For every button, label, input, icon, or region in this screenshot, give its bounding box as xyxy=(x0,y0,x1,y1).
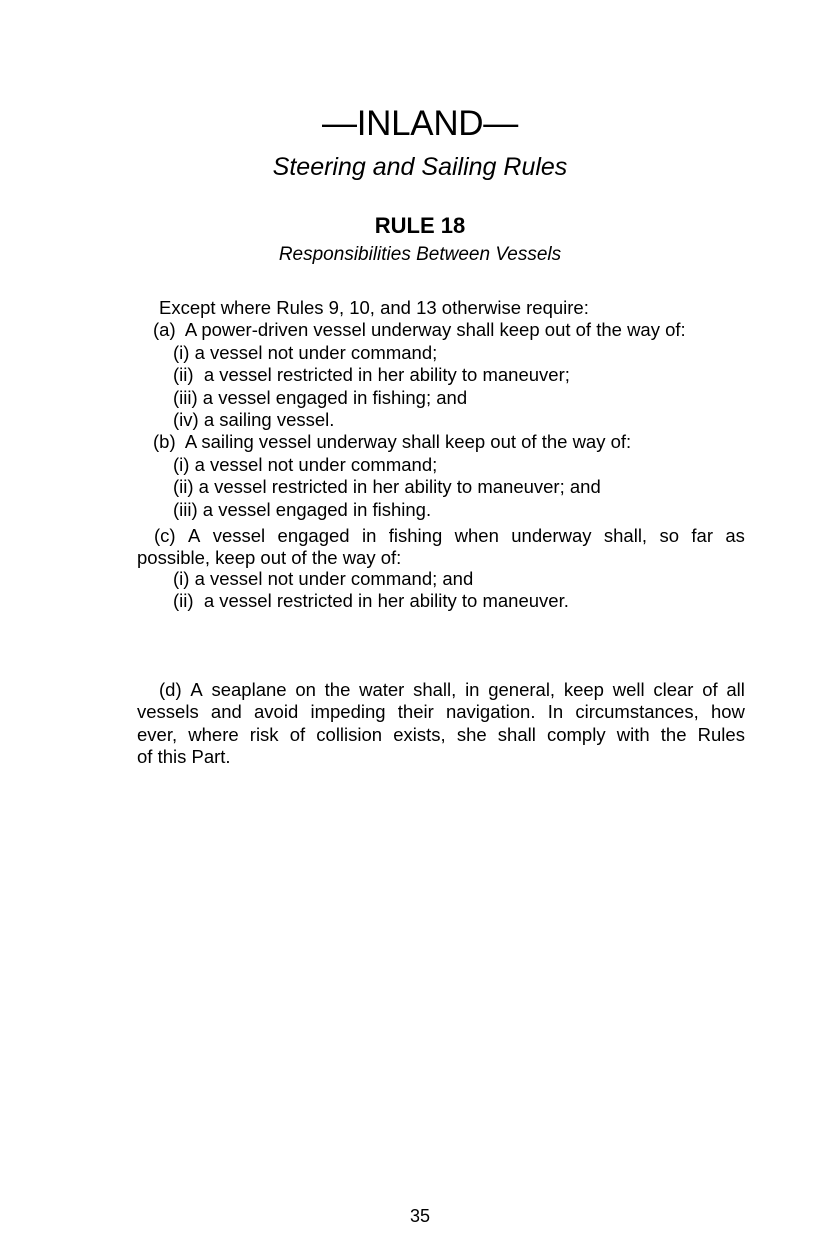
item-a: (a) A power-driven vessel underway shall keep out of the way of: xyxy=(153,319,686,341)
word: engaged xyxy=(277,525,350,546)
word: exists, xyxy=(393,723,446,745)
word: the xyxy=(324,679,351,700)
word: with xyxy=(616,723,650,745)
word: their xyxy=(397,701,434,723)
word: well xyxy=(612,679,645,700)
word: shall xyxy=(497,723,536,745)
document-subtitle: Steering and Sailing Rules xyxy=(272,153,568,181)
word: (c) xyxy=(154,525,176,546)
word: comply xyxy=(546,723,606,745)
word: water xyxy=(359,679,405,700)
word: as xyxy=(725,525,745,546)
word: risk xyxy=(249,723,279,745)
item-c-sublist xyxy=(137,568,745,613)
item-c-i: (i) a vessel not under command; and xyxy=(173,568,474,589)
word: in xyxy=(465,679,480,700)
item-d-line-4: of this Part. xyxy=(137,746,231,768)
word: seaplane xyxy=(211,679,287,700)
item-c-paragraph xyxy=(137,525,745,570)
word: of xyxy=(702,679,718,700)
item-a-i: (i) a vessel not under command; xyxy=(173,341,438,363)
word: the xyxy=(660,723,687,745)
page-number: 35 xyxy=(409,1206,431,1226)
word: clear xyxy=(653,679,694,700)
word: vessels xyxy=(137,701,199,723)
word: in xyxy=(361,525,377,546)
rule-body-top xyxy=(137,297,745,521)
item-b-ii: (ii) a vessel restricted in her ability to maneuver; and xyxy=(173,476,601,498)
word: when xyxy=(454,525,499,546)
word: fishing xyxy=(388,525,443,546)
rule-title: RULE 18 xyxy=(374,213,466,238)
item-c-ii: (ii) a vessel restricted in her ability to maneuver. xyxy=(173,590,569,612)
item-a-ii: (ii) a vessel restricted in her ability to maneuver; xyxy=(173,364,570,386)
word: she xyxy=(456,723,487,745)
word: shall, xyxy=(603,525,648,546)
word: (d) xyxy=(159,679,182,700)
word: A xyxy=(187,525,201,546)
word: vessel xyxy=(212,525,266,546)
word: circumstances, xyxy=(575,701,699,723)
item-b-iii: (iii) a vessel engaged in fishing. xyxy=(173,498,432,520)
word: collision xyxy=(316,723,383,745)
item-d-line-3 xyxy=(137,724,745,746)
word: Rules xyxy=(697,723,745,745)
document-title: —INLAND— xyxy=(322,104,518,143)
word: ever, xyxy=(137,723,178,745)
word: impeding xyxy=(310,701,386,723)
word: In xyxy=(547,701,564,723)
item-c-line-1 xyxy=(137,525,745,547)
word: shall, xyxy=(413,679,457,700)
item-a-iv: (iv) a sailing vessel. xyxy=(173,409,335,431)
word: of xyxy=(289,723,306,745)
item-b: (b) A sailing vessel underway shall keep out of the way of: xyxy=(153,431,632,453)
intro-line: Except where Rules 9, 10, and 13 otherwise require: xyxy=(159,297,589,318)
word: so xyxy=(659,525,680,546)
word: on xyxy=(295,679,316,700)
item-d-line-2 xyxy=(137,701,745,723)
item-d-line-1 xyxy=(137,679,745,701)
word: navigation. xyxy=(445,701,536,723)
item-b-i: (i) a vessel not under command; xyxy=(173,453,438,475)
word: keep xyxy=(563,679,604,700)
word: general, xyxy=(488,679,556,700)
word: underway xyxy=(511,525,592,546)
item-a-iii: (iii) a vessel engaged in fishing; and xyxy=(173,386,468,408)
item-c-line-2: possible, keep out of the way of: xyxy=(137,547,402,569)
item-d-paragraph xyxy=(137,679,745,769)
word: where xyxy=(188,723,239,745)
word: avoid xyxy=(254,701,299,723)
word: all xyxy=(726,679,745,700)
word: far xyxy=(691,525,713,546)
word: and xyxy=(210,701,242,723)
rule-subtitle: Responsibilities Between Vessels xyxy=(278,244,562,265)
word: how xyxy=(710,701,745,723)
word: A xyxy=(190,679,203,700)
